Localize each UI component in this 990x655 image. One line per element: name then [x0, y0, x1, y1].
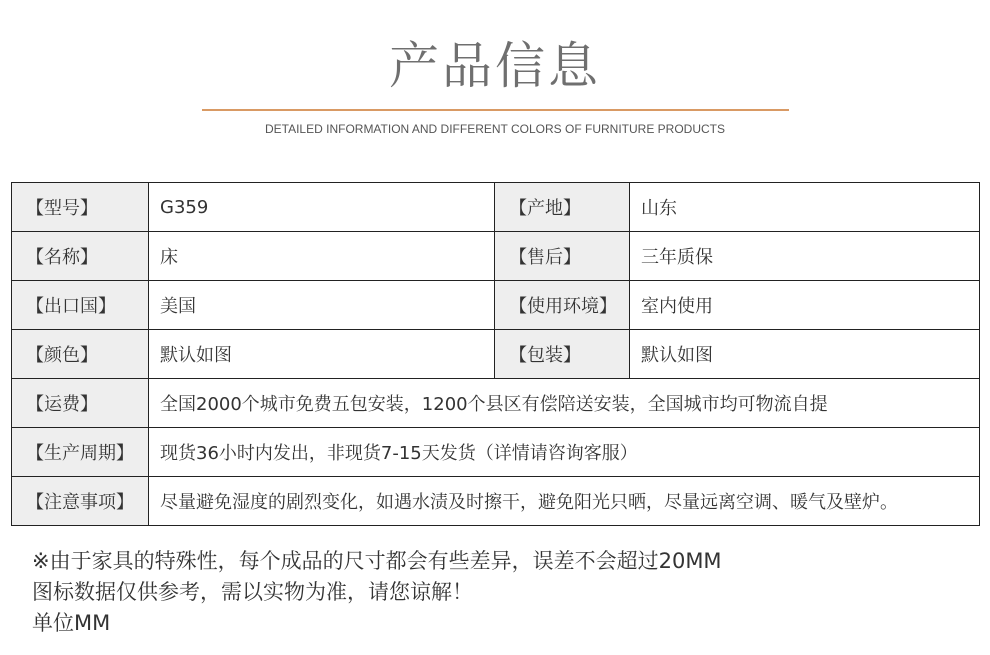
table-row — [12, 183, 980, 232]
name-label: 【名称】 — [12, 232, 149, 281]
origin-label: 【产地】 — [495, 183, 630, 232]
environment-label: 【使用环境】 — [495, 281, 630, 330]
aftersale-value: 三年质保 — [630, 232, 980, 281]
package-label: 【包装】 — [495, 330, 630, 379]
notice-value: 尽量避免湿度的剧烈变化，如遇水渍及时擦干，避免阳光只晒，尽量远离空调、暖气及壁炉。 — [149, 477, 980, 526]
footer-note-reference: 图标数据仅供参考，需以实物为准，请您谅解！ — [32, 580, 473, 604]
export-value: 美国 — [149, 281, 495, 330]
table-row — [12, 232, 980, 281]
page-title: 产品信息 — [389, 37, 601, 95]
name-value: 床 — [149, 232, 495, 281]
model-value: G359 — [149, 183, 495, 232]
spec-table — [11, 182, 980, 526]
color-value: 默认如图 — [149, 330, 495, 379]
production-value: 现货36小时内发出，非现货7-15天发货（详情请咨询客服） — [149, 428, 980, 477]
footer-note-tolerance: ※由于家具的特殊性，每个成品的尺寸都会有些差异，误差不会超过20MM — [32, 549, 722, 573]
environment-value: 室内使用 — [630, 281, 980, 330]
table-row — [12, 281, 980, 330]
title-divider — [202, 109, 789, 111]
table-row — [12, 330, 980, 379]
model-label: 【型号】 — [12, 183, 149, 232]
aftersale-label: 【售后】 — [495, 232, 630, 281]
origin-value: 山东 — [630, 183, 980, 232]
shipping-label: 【运费】 — [12, 379, 149, 428]
notice-label: 【注意事项】 — [12, 477, 149, 526]
color-label: 【颜色】 — [12, 330, 149, 379]
export-label: 【出口国】 — [12, 281, 149, 330]
table-row — [12, 477, 980, 526]
table-row — [12, 428, 980, 477]
production-label: 【生产周期】 — [12, 428, 149, 477]
footer-note-unit: 单位MM — [32, 611, 111, 635]
package-value: 默认如图 — [630, 330, 980, 379]
page-subtitle: DETAILED INFORMATION AND DIFFERENT COLORS OF FURNITURE PRODUCTS — [264, 122, 726, 136]
footer-notes — [32, 546, 722, 639]
shipping-value: 全国2000个城市免费五包安装，1200个县区有偿陪送安装，全国城市均可物流自提 — [149, 379, 980, 428]
table-row — [12, 379, 980, 428]
